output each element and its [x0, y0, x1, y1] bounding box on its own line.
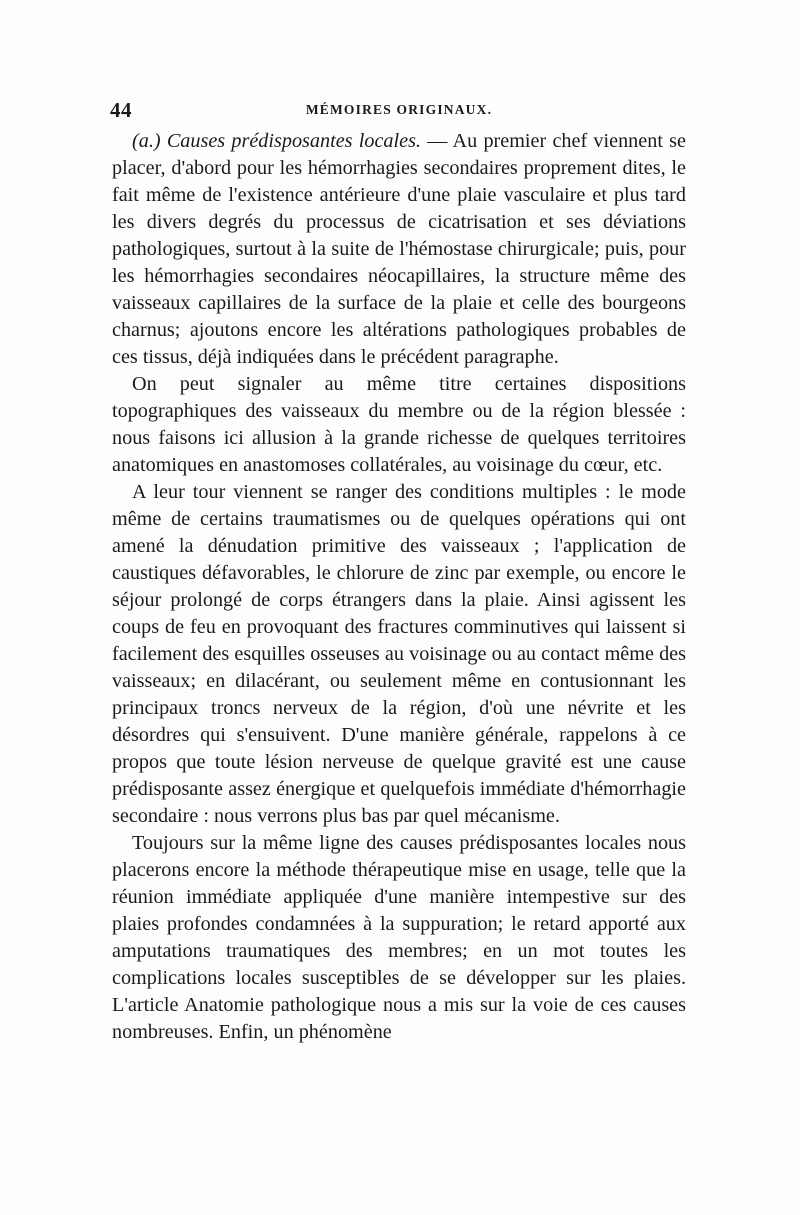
paragraph-1-text: — Au premier chef viennent se placer, d'abord pour les hémorrhagies secondaires proprement dites, le fait même de l'existence antérieure d'une plaie vasculaire et plus tard les divers degrés du processus de cicatrisation et ses déviations pathologiques, surtout à la suite de l'hémostase chirurgicale; puis, pour les hémorrhagies secondaires néocapillaires, la structure même des vaisseaux capillaires de la surface de la plaie et celle des bourgeons charnus; ajoutons encore les altérations pathologiques probables de ces tissus, déjà indiquées dans le précédent paragraphe.	[112, 130, 686, 368]
paragraph-3: A leur tour viennent se ranger des conditions multiples : le mode même de certains traumatismes ou de quelques opérations qui ont amené la dénudation primitive des vaisseaux ; l'application de caustiques défavorables, le chlorure de zinc par exemple, ou encore le séjour prolongé de corps étrangers dans la plaie. Ainsi agissent les coups de feu en provoquant des fractures comminutives qui laissent si facilement des esquilles osseuses au voisinage ou au contact même des vaisseaux; en dilacérant, ou seulement même en contusionnant les principaux troncs nerveux de la région, d'où une névrite et les désordres qui s'ensuivent. D'une manière générale, rappelons à ce propos que toute lésion nerveuse de quelque gravité est une cause prédisposante assez énergique et quelquefois immédiate d'hémorrhagie secondaire : nous verrons plus bas par quel mécanisme.	[112, 481, 686, 827]
page-number: 44	[110, 98, 132, 122]
page-header	[110, 98, 688, 124]
paragraph-4: Toujours sur la même ligne des causes prédisposantes locales nous placerons encore la méthode thérapeutique mise en usage, telle que la réunion immédiate appliquée d'une manière intempestive sur des plaies profondes condamnées à la suppuration; le retard apporté aux amputations traumatiques des membres; en un mot toutes les complications locales susceptibles de se développer sur les plaies. L'article Anatomie pathologique nous a mis sur la voie de ces causes nombreuses. Enfin, un phénomène	[112, 832, 686, 1043]
paragraph-2: On peut signaler au même titre certaines dispositions topographiques des vaisseaux du membre ou de la région blessée : nous faisons ici allusion à la grande richesse de quelques territoires anatomiques en anastomoses collatérales, au voisinage du cœur, etc.	[112, 373, 686, 476]
running-title: MÉMOIRES ORIGINAUX.	[305, 102, 493, 117]
section-title: Causes prédisposantes locales.	[166, 130, 421, 152]
section-lead: (a.)	[132, 130, 167, 152]
paragraph-1	[112, 128, 686, 371]
body-text	[112, 128, 686, 1046]
